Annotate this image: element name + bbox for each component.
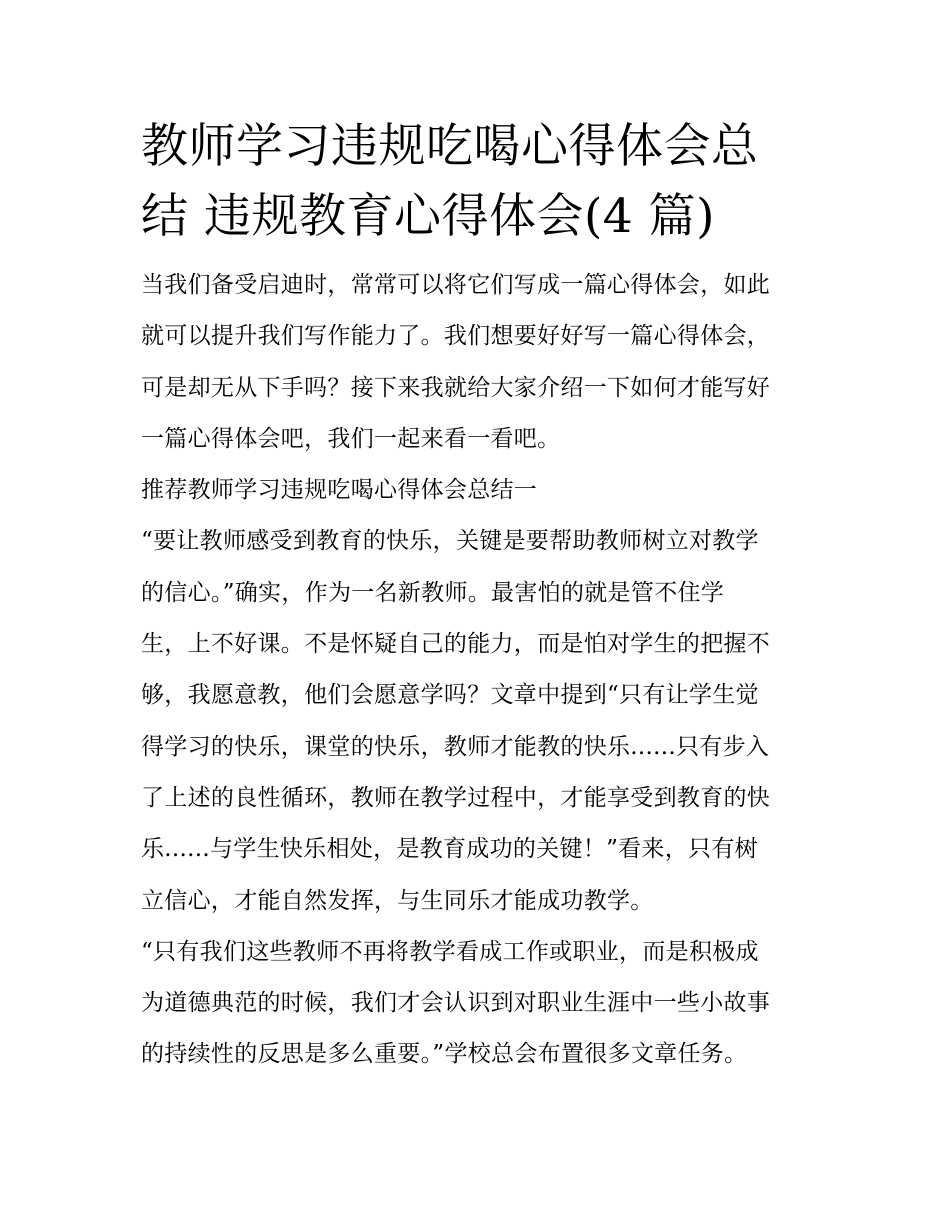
title-line: 教师学习违规吃喝心得体会总: [141, 119, 759, 174]
body-line: “要让教师感受到教育的快乐，关键是要帮助教师树立对教学: [141, 528, 759, 555]
body-line: 的持续性的反思是多么重要。”学校总会布置很多文章任务。: [141, 1041, 748, 1068]
document-title: [141, 112, 813, 252]
document-content: [141, 112, 813, 1081]
body-line: 可是却无从下手吗？接下来我就给大家介绍一下如何才能写好: [141, 374, 771, 401]
body-line: 立信心，才能自然发挥，与生同乐才能成功教学。: [141, 887, 654, 914]
body-line: 得学习的快乐，课堂的快乐，教师才能教的快乐......只有步入: [141, 733, 770, 760]
body-line: 乐......与学生快乐相处，是教育成功的关键！”看来，只有树: [141, 836, 758, 863]
body-line: 当我们备受启迪时，常常可以将它们写成一篇心得体会，如此: [141, 272, 771, 298]
body-line: 就可以提升我们写作能力了。我们想要好好写一篇心得体会，: [141, 323, 771, 350]
body-line: “只有我们这些教师不再将教学看成工作或职业，而是积极成: [141, 938, 759, 965]
body-line: 的信心。”确实，作为一名新教师。最害怕的就是管不住学: [141, 579, 725, 606]
body-line: 够，我愿意教，他们会愿意学吗？文章中提到“只有让学生觉: [141, 682, 759, 709]
body-line: 一篇心得体会吧，我们一起来看一看吧。: [141, 425, 561, 452]
body-line: 为道德典范的时候，我们才会认识到对职业生涯中一些小故事: [141, 990, 771, 1017]
title-line: 结 违规教育心得体会(4 篇): [141, 189, 715, 244]
body-line: 生，上不好课。不是怀疑自己的能力，而是怕对学生的把握不: [141, 631, 771, 658]
document-body: [141, 260, 813, 1081]
body-line: 了上述的良性循环，教师在教学过程中，才能享受到教育的快: [141, 784, 771, 811]
section-heading: 推荐教师学习违规吃喝心得体会总结一: [141, 477, 538, 504]
